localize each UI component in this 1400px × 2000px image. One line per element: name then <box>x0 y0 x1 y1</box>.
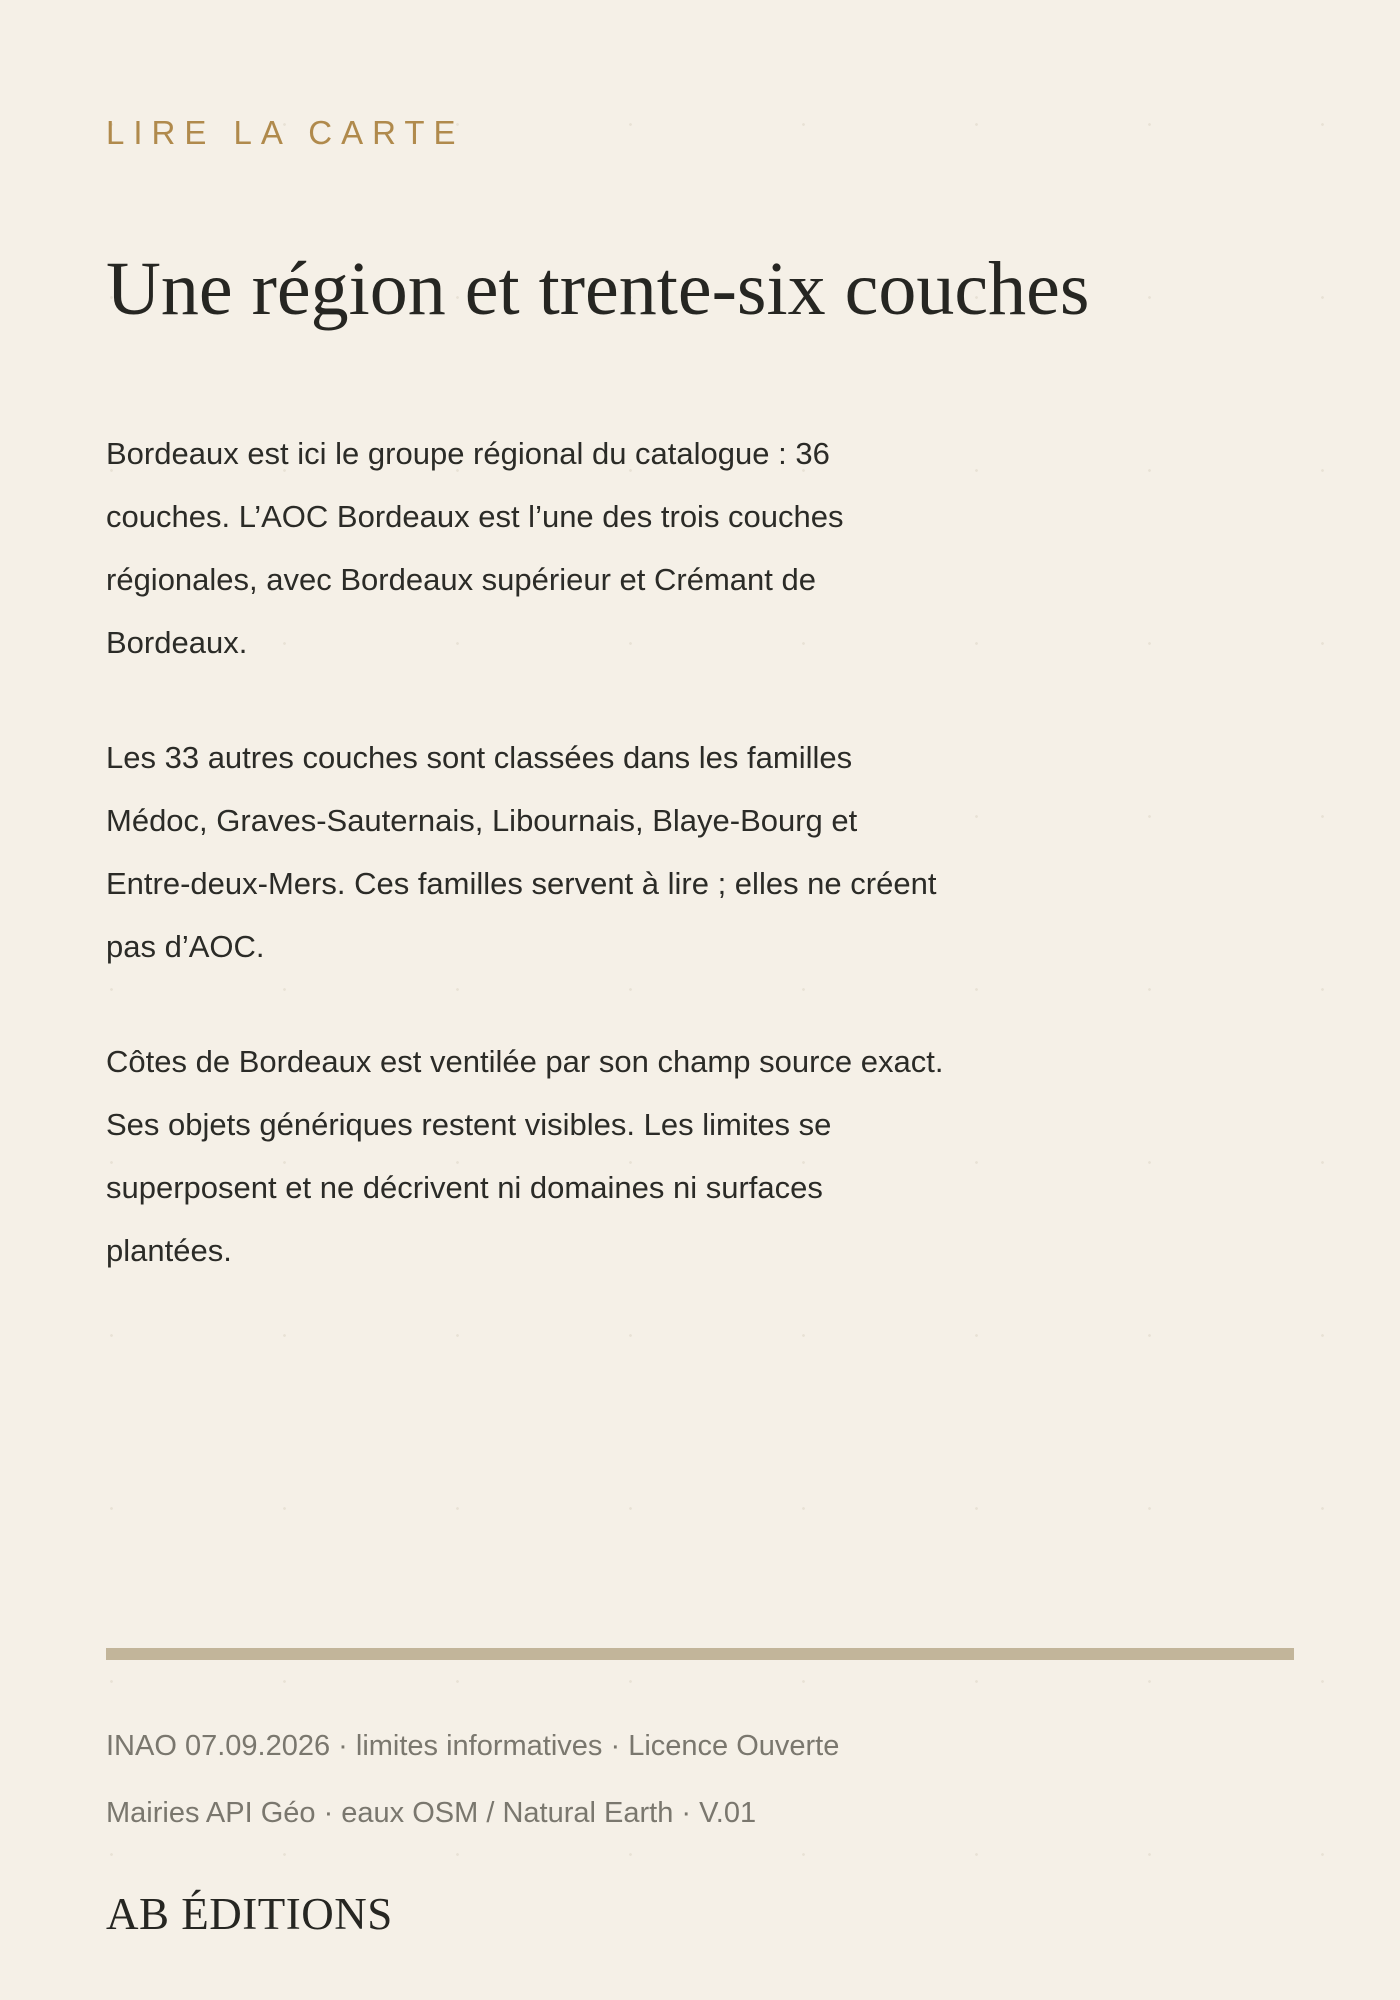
footer-divider <box>106 1648 1294 1660</box>
page <box>106 0 1294 2000</box>
sources-line-2: Mairies API Géo · eaux OSM / Natural Earth · V.01 <box>106 1797 757 1829</box>
page-title: Une région et trente-six couches <box>106 247 1090 331</box>
section-eyebrow: LIRE LA CARTE <box>106 114 465 151</box>
sources-line-1: INAO 07.09.2026 · limites informatives · Licence Ouverte <box>106 1730 840 1762</box>
paragraph-1: Bordeaux est ici le groupe régional du catalogue : 36 couches. L’AOC Bordeaux est l’une des trois couches régionales, avec Bordeaux supérieur et Crémant de Bordeaux. <box>106 436 844 660</box>
brand-logo-text: AB ÉDITIONS <box>106 1889 393 1939</box>
paragraph-3: Côtes de Bordeaux est ventilée par son champ source exact. Ses objets génériques restent visibles. Les limites se superposent et ne décrivent ni domaines ni surfaces plantées. <box>106 1044 944 1268</box>
paragraph-2: Les 33 autres couches sont classées dans les familles Médoc, Graves-Sauternais, Libournais, Blaye-Bourg et Entre-deux-Mers. Ces familles servent à lire ; elles ne créent pas d’AOC. <box>106 740 937 964</box>
body-text <box>106 422 946 1334</box>
